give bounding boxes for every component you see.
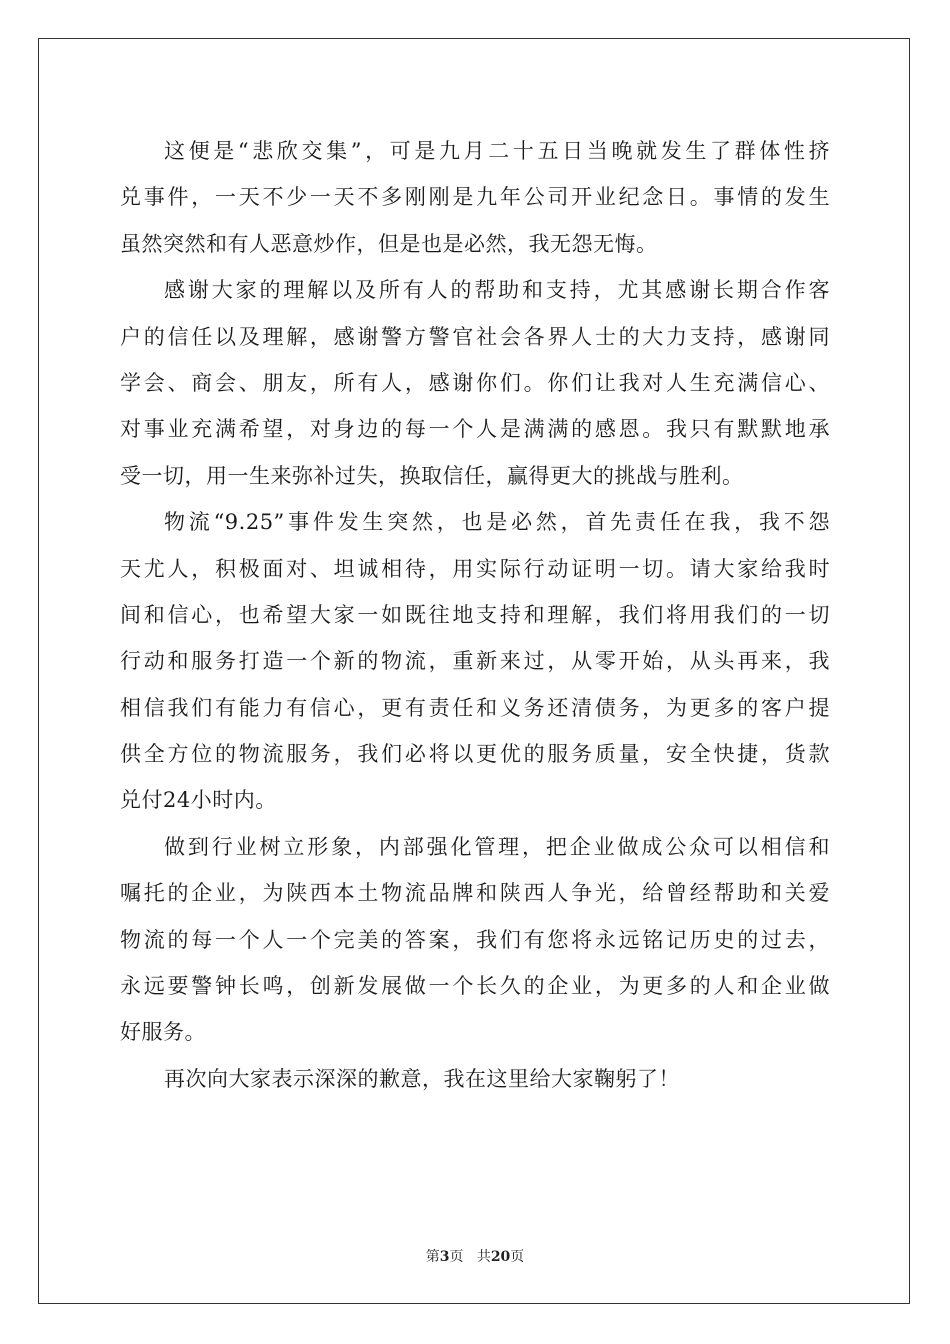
document-body bbox=[120, 128, 830, 1102]
text-line: 好服务。 bbox=[120, 1020, 206, 1045]
page-prefix: 第 bbox=[425, 1249, 440, 1265]
page-total: 20 bbox=[490, 1249, 511, 1265]
text-line: 天尤人，积极面对、坦诚相待，用实际行动证明一切。请大家给我时 bbox=[120, 556, 830, 581]
text-line: 相信我们有能力有信心，更有责任和义务还清债务，为更多的客户提 bbox=[120, 695, 830, 720]
text-line: 对事业充满希望，对身边的每一个人是满满的感恩。我只有默默地承 bbox=[120, 417, 830, 442]
total-suffix: 页 bbox=[510, 1249, 525, 1265]
page-current: 3 bbox=[439, 1249, 450, 1265]
text-line: 虽然突然和有人恶意炒作，但是也是必然，我无怨无悔。 bbox=[120, 231, 658, 256]
text-line: 兑事件，一天不少一天不多刚刚是九年公司开业纪念日。事情的发生 bbox=[120, 185, 830, 210]
text-line: 感谢大家的理解以及所有人的帮助和支持，尤其感谢长期合作客 bbox=[164, 278, 830, 303]
text-line: 户的信任以及理解，感谢警方警官社会各界人士的大力支持，感谢同 bbox=[120, 324, 830, 349]
total-prefix: 共 bbox=[476, 1249, 491, 1265]
text-line: 物流“9.25”事件发生突然，也是必然，首先责任在我，我不怨 bbox=[164, 510, 830, 535]
text-line: 做到行业树立形象，内部强化管理，把企业做成公众可以相信和 bbox=[164, 834, 830, 859]
text-line: 间和信心，也希望大家一如既往地支持和理解，我们将用我们的一切 bbox=[120, 602, 830, 627]
text-line: 物流的每一个人一个完美的答案，我们有您将永远铭记历史的过去， bbox=[120, 927, 830, 952]
page-suffix: 页 bbox=[449, 1249, 464, 1265]
text-line: 永远要警钟长鸣，创新发展做一个长久的企业，为更多的人和企业做 bbox=[120, 974, 830, 999]
text-line: 供全方位的物流服务，我们必将以更优的服务质量，安全快捷，货款 bbox=[120, 742, 830, 767]
text-line: 嘱托的企业，为陕西本土物流品牌和陕西人争光，给曾经帮助和关爱 bbox=[120, 881, 830, 906]
text-line: 这便是“悲欣交集”，可是九月二十五日当晚就发生了群体性挤 bbox=[164, 139, 830, 163]
text-line: 学会、商会、朋友，所有人，感谢你们。你们让我对人生充满信心、 bbox=[120, 370, 830, 395]
text-line: 受一切，用一生来弥补过失，换取信任，赢得更大的挑战与胜利。 bbox=[120, 463, 744, 488]
text-line: 行动和服务打造一个新的物流，重新来过，从零开始，从头再来，我 bbox=[120, 649, 830, 674]
text-line: 兑付24小时内。 bbox=[120, 788, 277, 813]
text-line: 再次向大家表示深深的歉意，我在这里给大家鞠躬了！ bbox=[164, 1066, 680, 1091]
page-footer bbox=[0, 1246, 950, 1266]
